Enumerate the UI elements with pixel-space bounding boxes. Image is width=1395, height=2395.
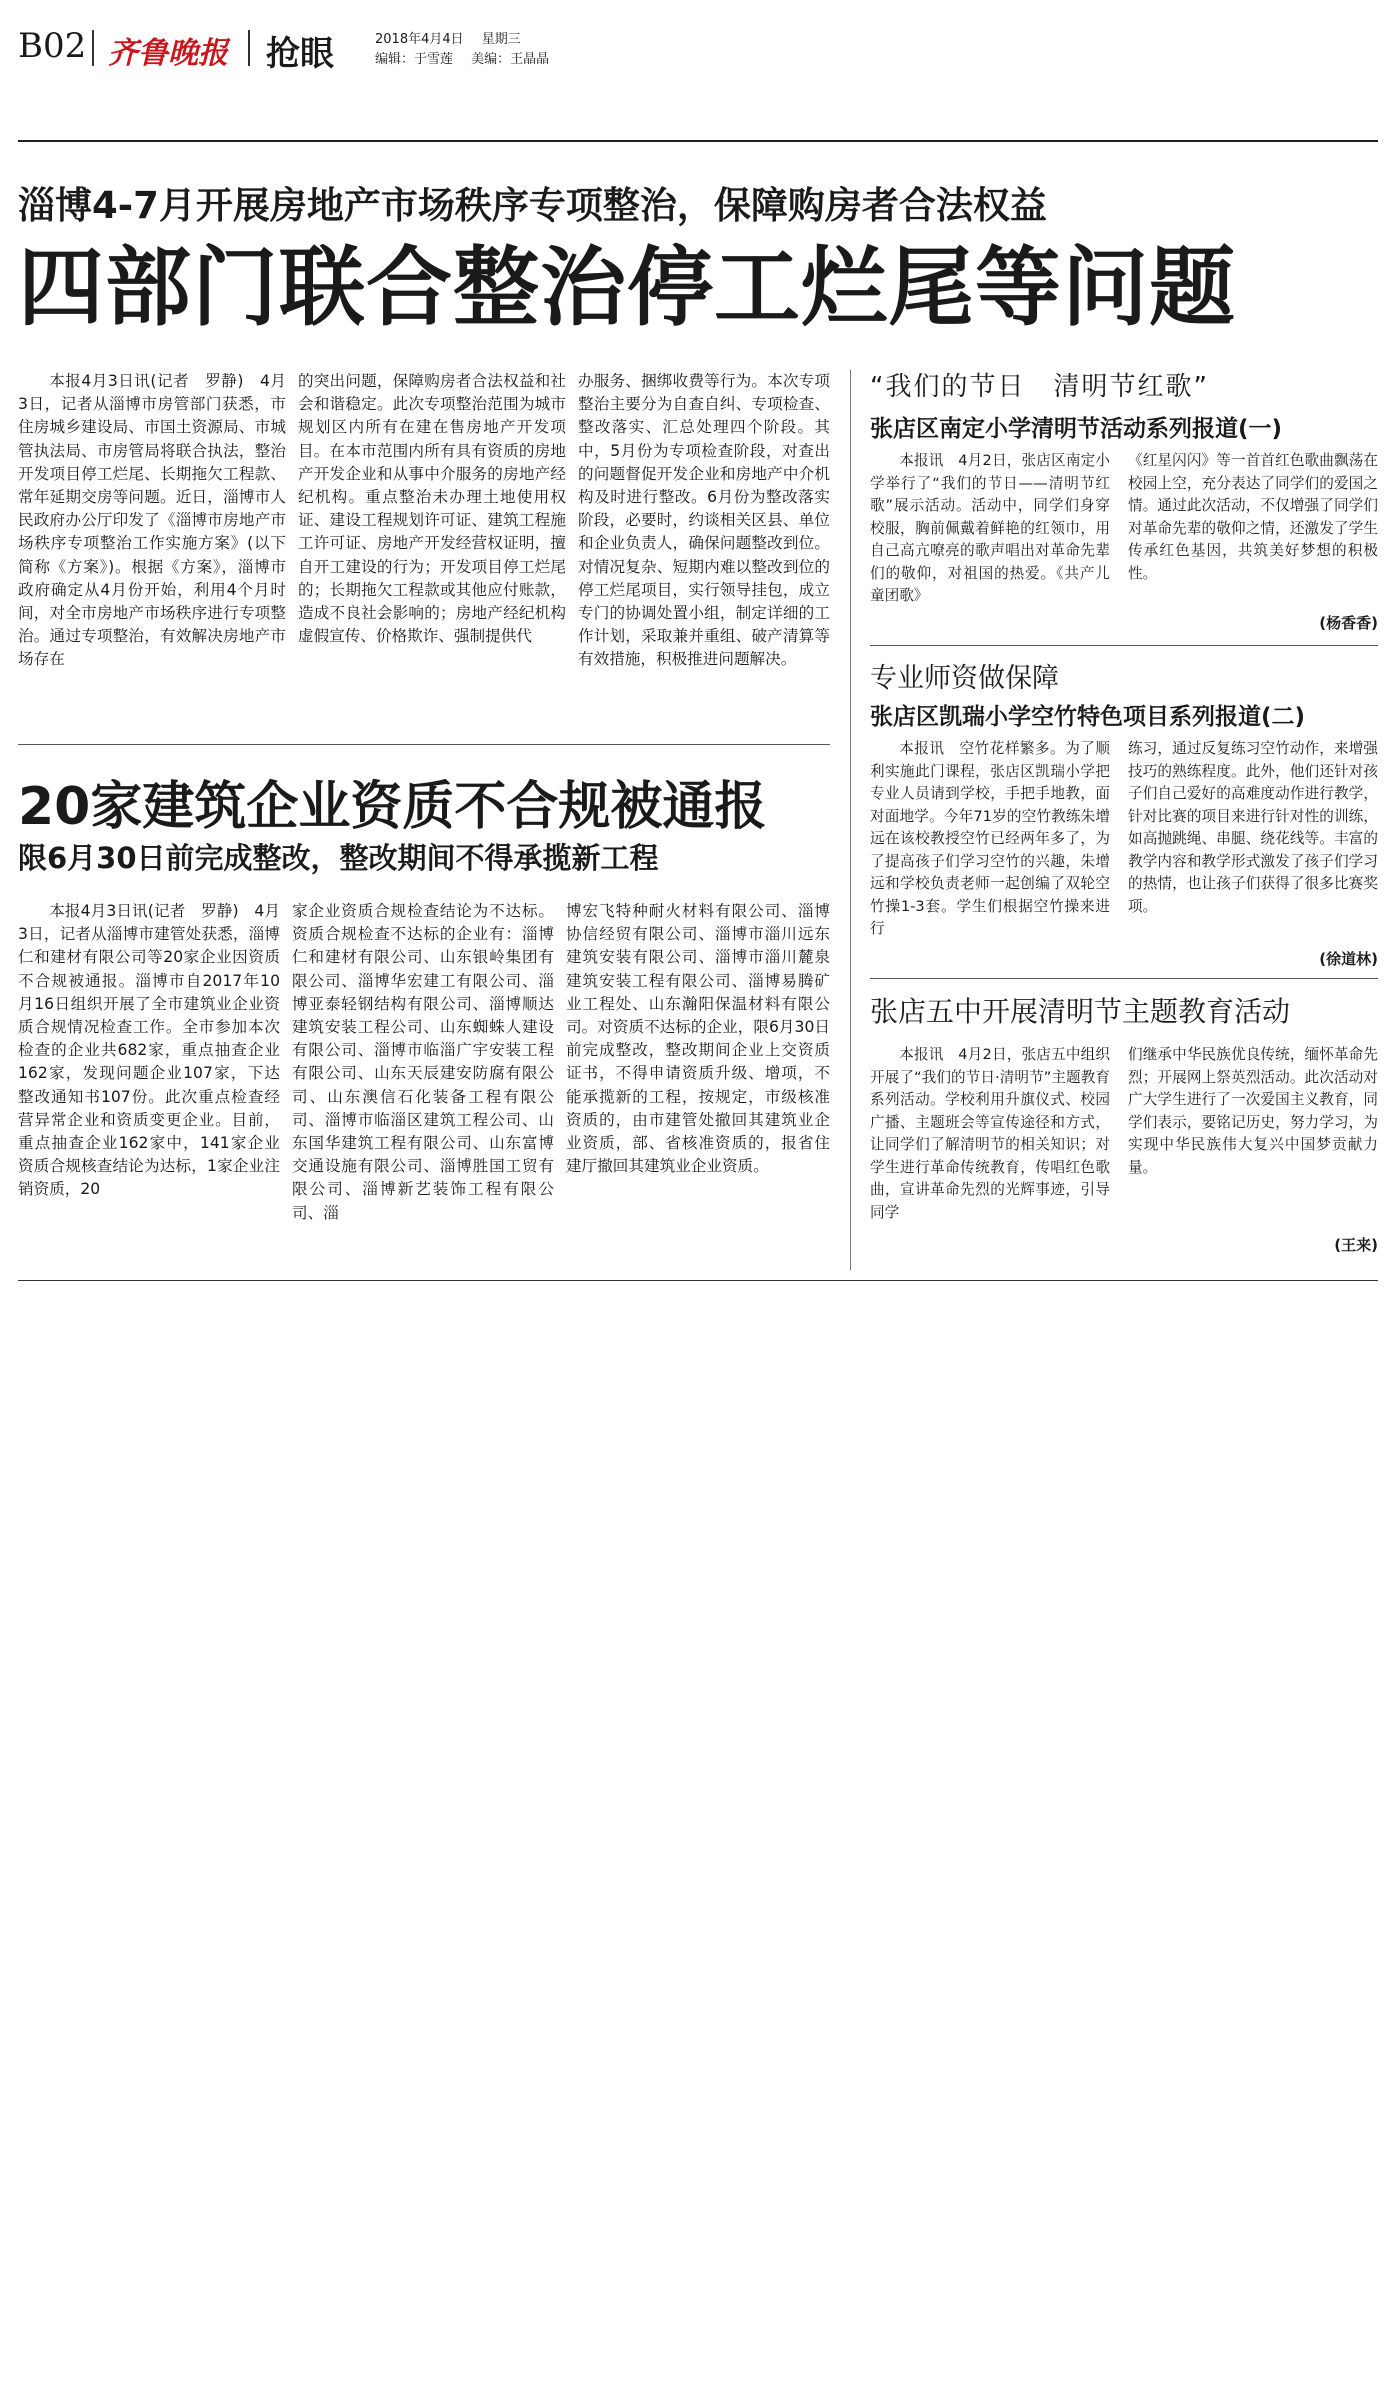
r1-title: 张店区南定小学清明节活动系列报道(一) <box>870 416 1283 442</box>
header-rule <box>18 140 1378 142</box>
story1-kicker: 淄博4-7月开展房地产市场秩序专项整治，保障购房者合法权益 <box>18 184 1047 227</box>
header-divider <box>92 30 94 66</box>
r2-column-2: 练习，通过反复练习空竹动作，来增强技巧的熟练程度。此外，他们还针对孩子们自己爱好的高难度动作进行教学，针对比赛的项目来进行针对性的训练，如高抛跳绳、串腿、绕花线等。丰富的教学内容和教学形式激发了孩子们学习的热情，也让孩子们获得了很多比赛奖项。 <box>1128 740 1378 915</box>
content-bottom-rule <box>18 1280 1378 1281</box>
festival-banner: “我们的节日 清明节红歌” <box>870 372 1209 402</box>
r1-column-1: 本报讯 4月2日，张店区南定小学举行了“我们的节日——清明节红歌”展示活动。活动中，同学们身穿校服，胸前佩戴着鲜艳的红领巾，用自己高亢嘹亮的歌声唱出对革命先辈们的敬仰，对祖国的热爱。《共产儿童团歌》 <box>870 452 1110 604</box>
r2-byline: (徐道林) <box>1319 950 1378 968</box>
header-divider <box>248 30 250 66</box>
story2-column-3: 博宏飞特种耐火材料有限公司、淄博协信经贸有限公司、淄博市淄川远东建筑安装有限公司、淄博市淄川麓泉建筑安装工程有限公司、淄博易腾矿业工程处、山东瀚阳保温材料有限公司。对资质不达标的企业，限6月30日前完成整改，整改期间企业上交资质证书，不得申请资质升级、增项，不能承揽新的工程，按规定，市级核准资质的，由市建管处撤回其建筑业企业资质，部、省核准资质的，报省住建厅撤回其建筑业企业资质。 <box>566 902 830 1176</box>
issue-date <box>375 28 521 47</box>
r2-title: 张店区凯瑞小学空竹特色项目系列报道(二) <box>870 704 1306 730</box>
story2-column-1: 本报4月3日讯(记者 罗静) 4月3日，记者从淄博市建管处获悉，淄博仁和建材有限公司等20家企业因资质不合规被通报。淄博市自2017年10月16日组织开展了全市建筑业企业资质合规情况检查工作。全市参加本次检查的企业共682家，重点抽查企业162家，发现问题企业107家，下达整改通知书107份。此次重点检查经营异常企业和资质变更企业。目前，重点抽查企业162家中，141家企业资质合规核查结论为达标，1家企业注销资质，20 <box>18 902 280 1199</box>
story2-column-2: 家企业资质合规检查结论为不达标。资质合规检查不达标的企业有：淄博仁和建材有限公司、山东银岭集团有限公司、淄博华宏建工有限公司、淄博亚泰轻钢结构有限公司、淄博顺达建筑安装工程公司、山东蜘蛛人建设有限公司、淄博市临淄广宇安装工程有限公司、山东天辰建安防腐有限公司、山东澳信石化装备工程有限公司、淄博市临淄区建筑工程公司、山东国华建筑工程有限公司、山东富博交通设施有限公司、淄博胜国工贸有限公司、淄博新艺装饰工程有限公司、淄 <box>292 902 554 1222</box>
page-number: B02 <box>18 26 87 66</box>
r3-column-2: 们继承中华民族优良传统，缅怀革命先烈；开展网上祭英烈活动。此次活动对广大学生进行了一次爱国主义教育，同学们表示，要铭记历史，努力学习，为实现中华民族伟大复兴中国梦贡献力量。 <box>1128 1046 1378 1176</box>
r1-byline: (杨香香) <box>1319 614 1378 632</box>
story2-subhead: 限6月30日前完成整改，整改期间不得承揽新工程 <box>18 841 659 875</box>
story2-headline: 20家建筑企业资质不合规被通报 <box>18 777 767 837</box>
story1-column-2: 的突出问题，保障购房者合法权益和社会和谐稳定。此次专项整治范围为城市规划区内所有在建在售房地产开发项目。在本市范围内所有具有资质的房地产开发企业和从事中介服务的房地产经纪机构。重点整治未办理土地使用权证、建设工程规划许可证、建筑工程施工许可证、房地产开发经营权证明，擅自开工建设的行为；开发项目停工烂尾的；长期拖欠工程款或其他应付账款，造成不良社会影响的；房地产经纪机构虚假宣传、价格欺诈、强制提供代 <box>298 372 566 646</box>
designer-text: 美编：王晶晶 <box>471 52 550 67</box>
r2-kicker: 专业师资做保障 <box>870 663 1059 694</box>
weekday-text: 星期三 <box>481 32 521 47</box>
story1-column-3: 办服务、捆绑收费等行为。本次专项整治主要分为自查自纠、专项检查、整改落实、汇总处理四个阶段。其中，5月份为专项检查阶段，对查出的问题督促开发企业和房地产中介机构及时进行整改。6月份为整改落实阶段，必要时，约谈相关区县、单位和企业负责人，确保问题整改到位。对情况复杂、短期内难以整改到位的停工烂尾项目，实行领导挂包，成立专门的协调处置小组，制定详细的工作计划，采取兼并重组、破产清算等有效措施，积极推进问题解决。 <box>578 372 830 669</box>
r2-column-1: 本报讯 空竹花样繁多。为了顺利实施此门课程，张店区凯瑞小学把专业人员请到学校，手把手地教，面对面地学。今年71岁的空竹教练朱增远在该校教授空竹已经两年多了，为了提高孩子们学习空竹的兴趣，朱增远和学校负责老师一起创编了双轮空竹操1-3套。学生们根据空竹操来进行 <box>870 740 1110 937</box>
editor-credits <box>375 48 549 67</box>
r3-byline: (王来) <box>1334 1236 1378 1254</box>
date-text: 2018年4月4日 <box>375 32 464 47</box>
section-name: 抢眼 <box>266 34 334 74</box>
r3-column-1: 本报讯 4月2日，张店五中组织开展了“我们的节日·清明节”主题教育系列活动。学校利用升旗仪式、校园广播、主题班会等宣传途径和方式，让同学们了解清明节的相关知识；对学生进行革命传统教育，传唱红色歌曲，宣讲革命先烈的光辉事迹，引导同学 <box>870 1046 1110 1221</box>
r1-bottom-rule <box>870 645 1378 646</box>
r3-title: 张店五中开展清明节主题教育活动 <box>870 995 1291 1028</box>
story1-column-1: 本报4月3日讯(记者 罗静) 4月3日，记者从淄博市房管部门获悉，市住房城乡建设局、市国土资源局、市城管执法局、市房管局将联合执法，整治开发项目停工烂尾、长期拖欠工程款、常年延期交房等问题。近日，淄博市人民政府办公厅印发了《淄博市房地产市场秩序专项整治工作实施方案》(以下简称《方案》)。根据《方案》，淄博市政府确定从4月份开始，利用4个月时间，对全市房地产市场秩序进行专项整治。通过专项整治，有效解决房地产市场存在 <box>18 372 286 669</box>
editor-text: 编辑：于雪莲 <box>375 52 454 67</box>
right-column-divider <box>850 370 851 1270</box>
r2-bottom-rule <box>870 978 1378 979</box>
newspaper-logo: 齐鲁晚报 <box>108 36 228 71</box>
story1-headline: 四部门联合整治停工烂尾等问题 <box>18 238 1236 338</box>
story1-bottom-rule <box>18 744 830 745</box>
r1-column-2: 《红星闪闪》等一首首红色歌曲飘荡在校园上空，充分表达了同学们的爱国之情。通过此次活动，不仅增强了同学们对革命先辈的敬仰之情，还激发了学生传承红色基因，共筑美好梦想的积极性。 <box>1128 452 1378 582</box>
